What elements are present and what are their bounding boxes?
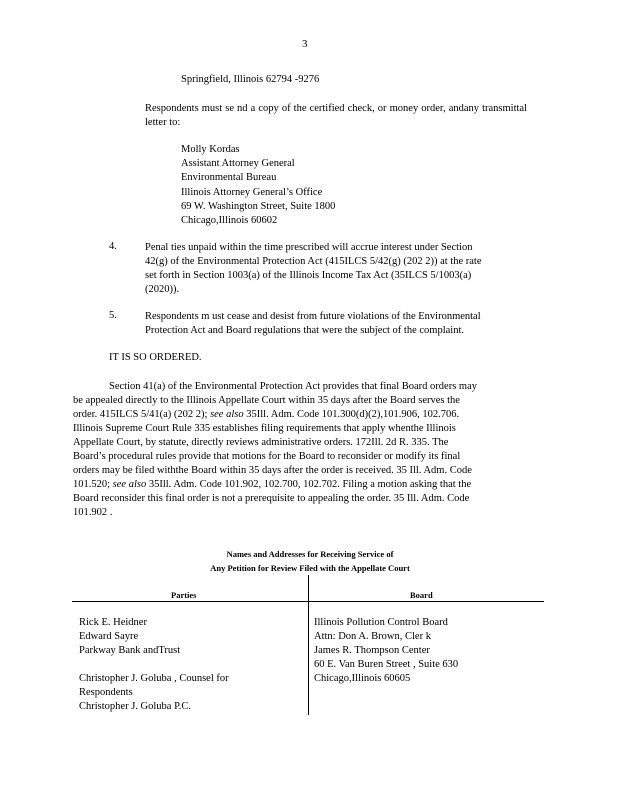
appeal-line: Board’s procedural rules provide that motions for the Board to reconsider or modify its final <box>73 451 461 462</box>
address-line: Environmental Bureau <box>181 172 277 184</box>
party-line: Edward Sayre <box>79 631 139 642</box>
address-line: Illinois Attorney General’s Office <box>181 186 323 198</box>
item-4-line: 42(g) of the Environmental Protection Act (415ILCS 5/42(g) (202 2)) at the rate <box>145 256 482 267</box>
item-4-number: 4. <box>109 241 117 252</box>
board-line: Attn: Don A. Brown, Cler k <box>314 631 431 642</box>
item-5-line: Protection Act and Board regulations that were the subject of the complaint. <box>145 325 464 336</box>
item-4-text <box>145 241 527 297</box>
appeal-line: Section 41(a) of the Environmental Protection Act provides that final Board orders may <box>109 381 477 392</box>
appeal-line: Board reconsider this final order is not a prerequisite to appealing the order. 35 Ill. Adm. Code <box>73 493 470 504</box>
table-vertical-rule <box>308 575 309 715</box>
see-also-citation: see also <box>210 409 244 420</box>
appeal-line: Appellate Court, by statute, directly reviews administrative orders. 172Ill. 2d R. 335. The <box>73 437 449 448</box>
appeal-line: orders may be filed withthe Board within 35 days after the order is received. 35 Ill. Adm. Code <box>73 465 472 476</box>
appeal-line <box>73 408 529 422</box>
board-line: 60 E. Van Buren Street , Suite 630 <box>314 659 459 670</box>
service-table-title-line-2: Any Petition for Review Filed with the Appellate Court <box>210 563 410 573</box>
party-line-spacer <box>79 658 229 672</box>
ordered-statement: IT IS SO ORDERED. <box>109 352 202 363</box>
payment-instruction: Respondents must se nd a copy of the certified check, or money order, andany transmittal letter to: <box>145 103 527 128</box>
parties-column <box>79 616 229 714</box>
item-5-text <box>145 310 527 338</box>
board-line: Illinois Pollution Control Board <box>314 617 448 628</box>
appeal-paragraph <box>73 380 529 520</box>
column-header-board: Board <box>410 590 433 600</box>
party-line: Parkway Bank andTrust <box>79 645 181 656</box>
appeal-line: be appealed directly to the Illinois Appellate Court within 35 days after the Board serves the <box>73 395 460 406</box>
mail-address-block <box>181 143 335 228</box>
address-line: Assistant Attorney General <box>181 158 295 170</box>
address-line: Molly Kordas <box>181 144 240 155</box>
item-5-number: 5. <box>109 310 117 321</box>
item-5-line: Respondents m ust cease and desist from future violations of the Environmental <box>145 311 481 322</box>
address-city-line: Springfield, Illinois 62794 -9276 <box>181 74 320 85</box>
appeal-text: 35Ill. Adm. Code 101.300(d)(2),101.906, 102.706. <box>243 409 460 420</box>
board-column <box>314 616 458 686</box>
appeal-line: 101.902 . <box>73 507 113 518</box>
appeal-text: 35Ill. Adm. Code 101.902, 102.700, 102.702. Filing a motion asking that the <box>146 479 472 490</box>
board-line: Chicago,Illinois 60605 <box>314 673 411 684</box>
address-line: Chicago,Illinois 60602 <box>181 215 278 227</box>
party-line: Christopher J. Goluba , Counsel for <box>79 673 229 684</box>
board-line: James R. Thompson Center <box>314 645 430 656</box>
appeal-text: order. 415ILCS 5/41(a) (202 2); <box>73 409 211 420</box>
address-line: 69 W. Washington Street, Suite 1800 <box>181 200 336 212</box>
item-4-line: Penal ties unpaid within the time prescribed will accrue interest under Section <box>145 242 473 253</box>
party-line: Rick E. Heidner <box>79 617 147 628</box>
page-number: 3 <box>302 38 308 50</box>
party-line: Christopher J. Goluba P.C. <box>79 701 192 712</box>
appeal-line: Illinois Supreme Court Rule 335 establishes filing requirements that apply whenthe Illinois <box>73 423 456 434</box>
item-4-line: set forth in Section 1003(a) of the Illinois Income Tax Act (35ILCS 5/1003(a) <box>145 270 472 281</box>
item-4-line: (2020)). <box>145 284 180 295</box>
service-table-title-line-1: Names and Addresses for Receiving Service of <box>226 549 394 559</box>
appeal-line <box>73 478 529 492</box>
appeal-text: 101.520; <box>73 479 113 490</box>
see-also-citation: see also <box>112 479 147 490</box>
column-header-parties: Parties <box>171 590 197 600</box>
party-line: Respondents <box>79 687 133 698</box>
